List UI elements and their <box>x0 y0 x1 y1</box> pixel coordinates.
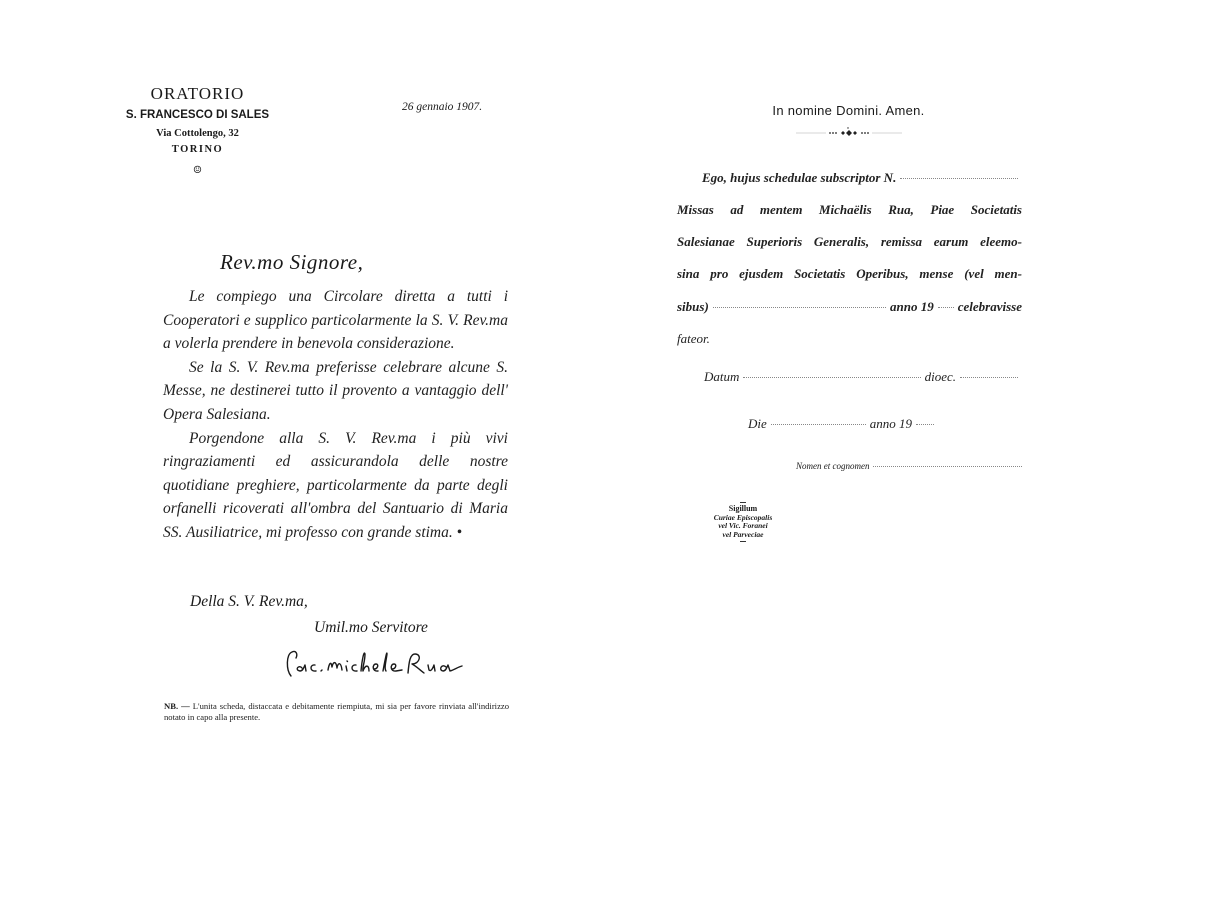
handwritten-signature <box>282 640 472 682</box>
form-line-sina: sina pro ejusdem Societatis Operibus, mense (vel men- <box>677 266 1022 281</box>
form-line-salesianae: Salesianae Superioris Generalis, remissa earum eleemo- <box>677 234 1022 249</box>
form-text: sibus) <box>677 299 709 314</box>
signature <box>282 640 472 682</box>
letterhead-street: Via Cottolengo, 32 <box>156 128 239 139</box>
letterhead-org: ORATORIO <box>150 84 245 103</box>
form-line-die <box>748 416 938 432</box>
form-text: dioec. <box>924 369 956 384</box>
nb-text: L'unita scheda, distaccata e debitamente riempiuta, mi sia per favore rinviata all'indirizzo notato in capo alla presente. <box>164 701 509 722</box>
invocation: In nomine Domini. Amen. <box>772 103 925 118</box>
form-text: celebravisse <box>957 299 1022 314</box>
seal-block <box>690 500 796 544</box>
seal-line: Curiae Episcopalis <box>713 512 773 522</box>
form-text: Datum <box>704 369 740 384</box>
letterhead <box>110 84 285 177</box>
ornament-divider <box>796 127 902 137</box>
nb-label: NB. — <box>164 701 190 711</box>
closing-title: Umil.mo Servitore <box>314 619 428 636</box>
letter-body <box>163 285 508 545</box>
fill-field-die[interactable] <box>771 423 866 425</box>
letter-paragraph: Se la S. V. Rev.ma preferisse celebrare alcune S. Messe, ne destinerei tutto il provento a vantaggio dell' Opera Salesiana. <box>163 358 508 423</box>
form-text: Ego, hujus schedulae subscriptor N. <box>702 170 897 185</box>
fill-field-year[interactable] <box>938 306 954 308</box>
fill-field-dioec[interactable] <box>960 376 1018 378</box>
letterhead-city: TORINO <box>171 144 224 155</box>
seal-rule <box>740 502 746 503</box>
seal-rule <box>740 541 746 542</box>
form-line-ego <box>702 170 1022 186</box>
form-text: anno 19 <box>869 416 912 431</box>
nb-note <box>164 701 509 723</box>
fill-field-subscriptor[interactable] <box>900 177 1018 179</box>
mass-form-page <box>620 0 1229 900</box>
letterhead-name: S. FRANCESCO DI SALES <box>125 109 270 121</box>
salutation: Rev.mo Signore, <box>220 250 364 274</box>
fill-field-nomen[interactable] <box>873 465 1022 467</box>
fill-field-mense[interactable] <box>713 306 886 308</box>
form-line-sibus <box>677 299 1022 315</box>
form-text: Nomen et cognomen <box>796 461 870 471</box>
seal-line: vel Vic. Foranei <box>718 521 768 530</box>
form-line-missas: Missas ad mentem Michaëlis Rua, Piae Societatis <box>677 202 1022 217</box>
form-text: Die <box>748 416 767 431</box>
fill-field-datum[interactable] <box>743 376 920 378</box>
form-line-datum <box>704 369 1022 385</box>
emblem-icon: ☺ <box>193 165 202 176</box>
form-line-fateor: fateor. <box>677 331 710 346</box>
form-text: anno 19 <box>890 299 934 314</box>
seal-title: Sigillum <box>728 504 758 513</box>
letter-paragraph: Porgendone alla S. V. Rev.ma i più vivi ringraziamenti ed assicurandola delle nostre quotidiane preghiere, particolarmente da parte degli orfanelli ricoverati all'ombra del Santuario di Maria SS. Ausiliatrice, mi professo con grande stima. • <box>163 429 508 541</box>
fill-field-anno[interactable] <box>916 423 934 425</box>
letter-paragraph: Le compiego una Circolare diretta a tutti i Cooperatori e supplico particolarmente la S. V. Rev.ma a volerla prendere in benevola considerazione. <box>163 288 508 353</box>
closing: Della S. V. Rev.ma, <box>190 593 308 610</box>
letter-date: 26 gennaio 1907. <box>402 101 483 113</box>
form-line-nomen <box>796 461 1022 471</box>
seal-line: vel Parveciae <box>722 529 764 539</box>
